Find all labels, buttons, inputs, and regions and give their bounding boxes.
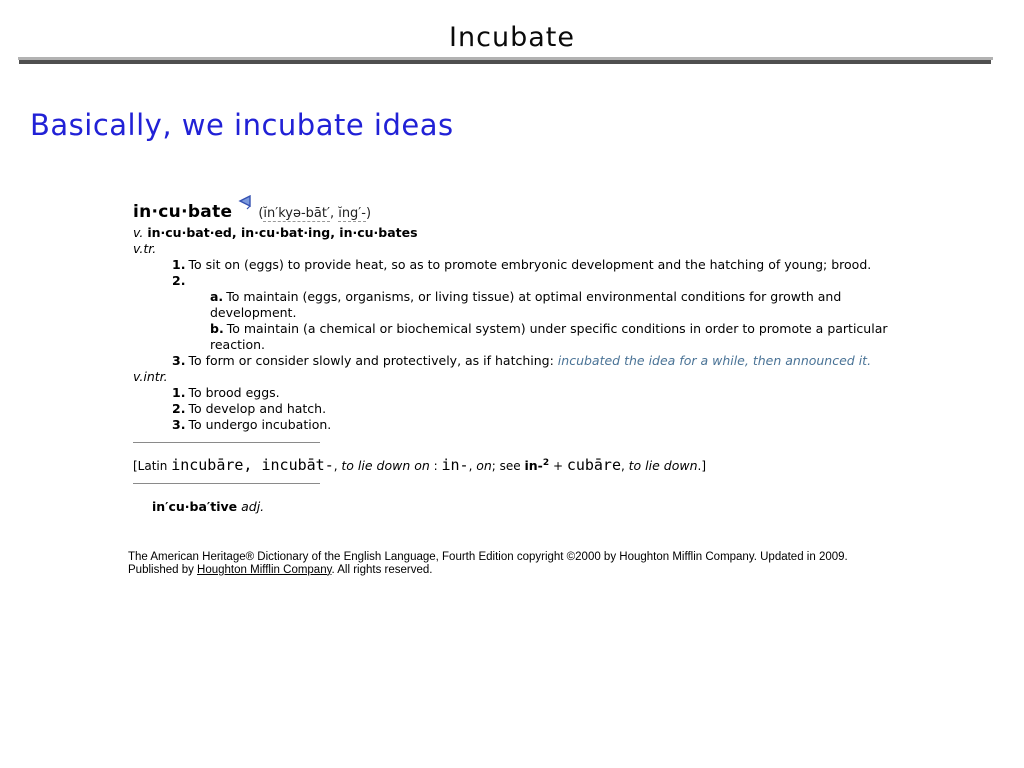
def-text: To sit on (eggs) to provide heat, so as to promote embryonic development and the hatching of young; brood. xyxy=(188,257,872,272)
pos-label: v. xyxy=(133,225,144,240)
etym-open: [Latin xyxy=(133,459,172,474)
def-text: To brood eggs. xyxy=(188,385,280,400)
etym-in-bold: in- xyxy=(524,458,543,474)
pronunciation-link-2[interactable]: ĭng′- xyxy=(338,206,366,221)
def-number: 3. xyxy=(172,417,186,432)
speaker-audio-icon[interactable] xyxy=(238,195,252,214)
usage-example: incubated the idea for a while, then announced it. xyxy=(557,353,872,368)
def-text: To develop and hatch. xyxy=(188,401,327,416)
pron-sep: , xyxy=(329,206,339,221)
definition-vintr-2 xyxy=(172,401,905,417)
etym-colon: : xyxy=(429,459,442,474)
definition-vtr-3 xyxy=(172,353,905,369)
dictionary-entry xyxy=(133,202,905,515)
def-number: 2. xyxy=(172,273,186,288)
derived-word: in′cu·ba′tive xyxy=(152,499,238,515)
etymology-divider-bottom xyxy=(133,483,320,484)
definition-vintr-1 xyxy=(172,385,905,401)
verb-forms-line xyxy=(133,225,905,241)
etym-plus: + xyxy=(549,459,567,474)
etym-gloss-1: to lie down on xyxy=(341,458,430,474)
verb-forms: in·cu·bat·ed, in·cu·bat·ing, in·cu·bates xyxy=(147,225,418,240)
def-number: 1. xyxy=(172,385,186,400)
vtr-label: v.tr. xyxy=(133,241,157,256)
etym-see: ; see xyxy=(491,459,525,474)
definition-vintr-3 xyxy=(172,417,905,433)
etym-gloss-3: to lie down xyxy=(628,458,698,474)
etym-cubare: cubāre xyxy=(566,456,621,475)
definition-vtr-1 xyxy=(172,257,905,273)
etymology-divider-top xyxy=(133,442,320,443)
headword: in·cu·bate xyxy=(133,202,233,222)
def-text: To maintain (a chemical or biochemical system) under specific conditions in order to promote a particular reaction. xyxy=(210,321,888,352)
pron-close: ) xyxy=(365,206,372,221)
copyright-line-1: The American Heritage® Dictionary of the English Language, Fourth Edition copyright ©2000 by Houghton Mifflin Company. Updated in 2009. xyxy=(128,551,848,563)
page-title: Incubate xyxy=(449,22,575,53)
publisher-link[interactable]: Houghton Mifflin Company xyxy=(197,563,332,576)
copyright-line-2-end: . All rights reserved. xyxy=(331,563,433,576)
etym-comma: , xyxy=(468,459,477,474)
etymology xyxy=(133,454,905,476)
def-number: 1. xyxy=(172,257,186,272)
etym-close: .] xyxy=(697,459,707,474)
etym-comma: , xyxy=(621,459,629,474)
def-letter: b. xyxy=(210,321,224,336)
headword-line xyxy=(133,202,905,222)
etym-comma: , xyxy=(333,459,342,474)
pronunciation xyxy=(258,206,371,222)
copyright-line-2 xyxy=(128,564,918,577)
etym-latin-words: incubāre, incubāt- xyxy=(171,456,334,475)
etym-in-mono: in- xyxy=(441,456,469,475)
def-text: To form or consider slowly and protectively, as if hatching: xyxy=(188,353,558,368)
copyright-notice xyxy=(128,551,918,576)
etym-superscript: 2 xyxy=(542,458,550,468)
definition-vtr-2 xyxy=(172,273,905,289)
def-letter: a. xyxy=(210,289,224,304)
slide-subtitle: Basically, we incubate ideas xyxy=(30,108,454,142)
definition-vtr-2b xyxy=(210,321,905,353)
def-text: To maintain (eggs, organisms, or living tissue) at optimal environmental conditions for growth and development. xyxy=(210,289,842,320)
vintr-label: v.intr. xyxy=(133,369,168,384)
copyright-line-2-text: Published by xyxy=(128,563,198,576)
definition-vtr-2a xyxy=(210,289,905,321)
pron-open: ( xyxy=(258,206,264,221)
pronunciation-link-1[interactable]: ĭn′kyə-bāt′ xyxy=(263,206,330,221)
etym-gloss-2: on xyxy=(476,458,492,474)
title-divider-dark xyxy=(19,60,991,64)
def-number: 3. xyxy=(172,353,186,368)
derived-form-line xyxy=(152,499,905,515)
def-text: To undergo incubation. xyxy=(188,417,332,432)
derived-pos: adj. xyxy=(241,499,265,515)
def-number: 2. xyxy=(172,401,186,416)
